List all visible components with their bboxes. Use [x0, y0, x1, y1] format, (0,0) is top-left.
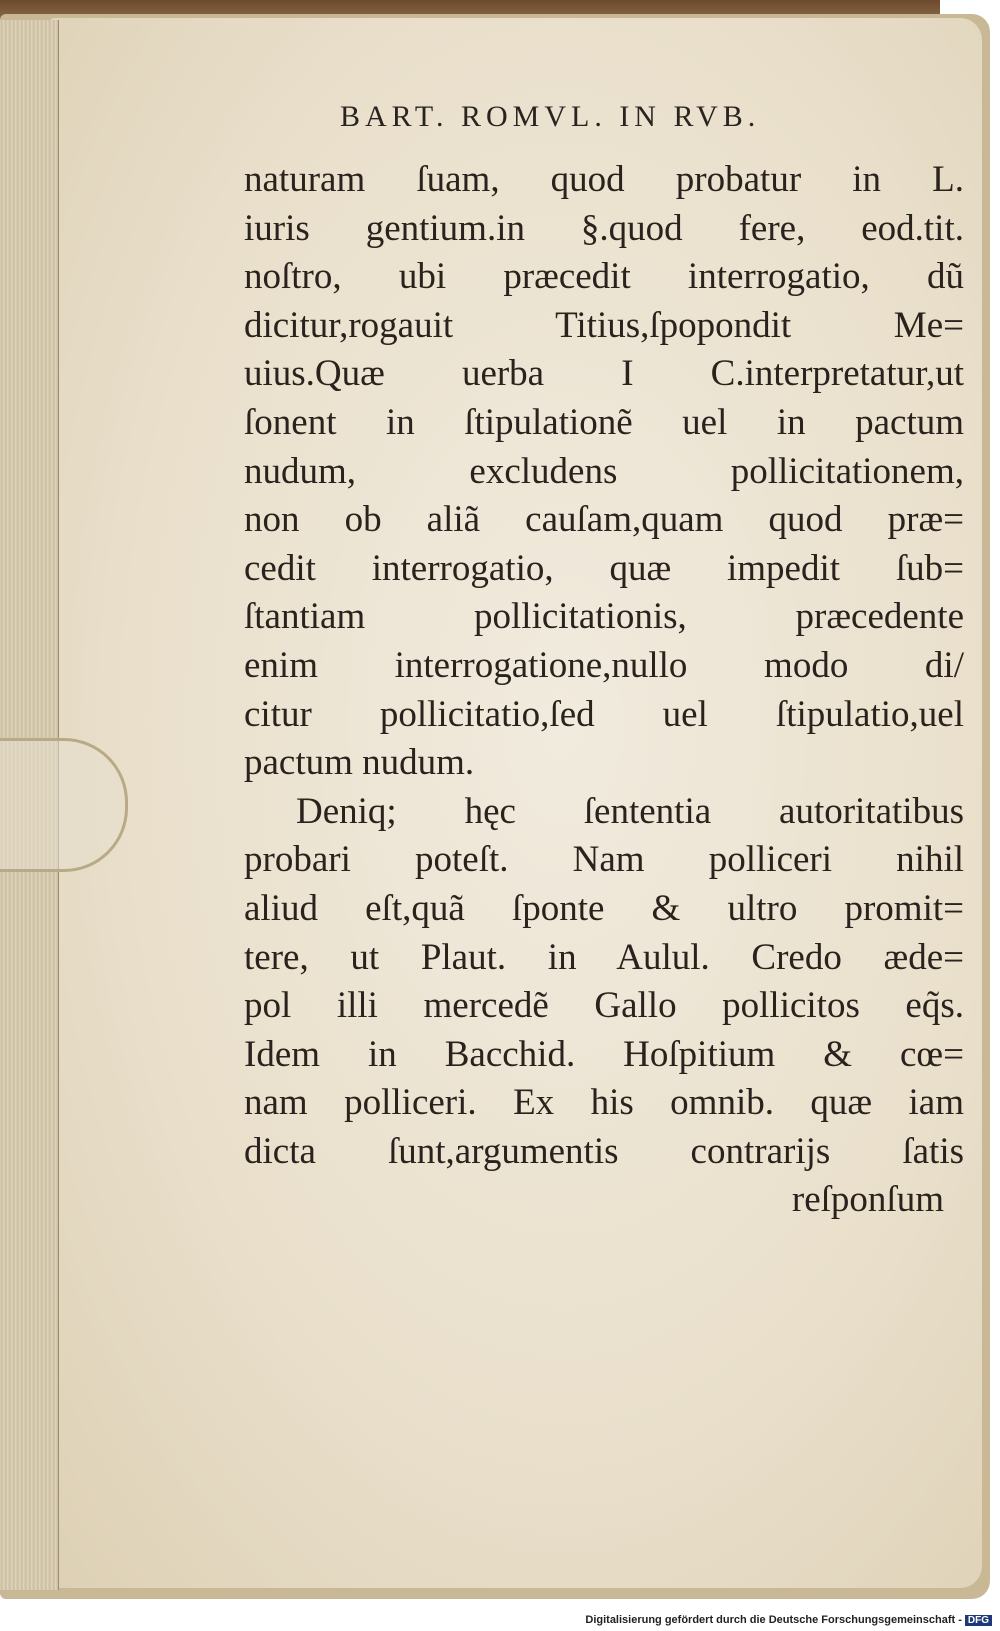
text-line: enim interrogatione,nullo modo di/ — [244, 644, 964, 686]
text-line: non ob aliã cauſam,quam quod præ= — [244, 499, 964, 541]
text-line: pactum nudum. — [244, 742, 475, 784]
body-text — [244, 156, 964, 1225]
text-line: ſtantiam pollicitationis, præcedente — [244, 596, 964, 638]
text-line: tere, ut Plaut. in Aulul. Credo æde= — [244, 936, 964, 978]
text-line: noſtro, ubi præcedit interrogatio, dũ — [244, 256, 964, 298]
running-head: BART. ROMVL. IN RVB. — [340, 100, 761, 133]
text-line: Idem in Bacchid. Hoſpitium & cœ= — [244, 1033, 964, 1075]
text-line: naturam ſuam, quod probatur in L. — [244, 159, 964, 200]
credit-text: Digitalisierung gefördert durch die Deutsche Forschungsgemeinschaft - — [585, 1614, 962, 1626]
text-line: uius.Quæ uerba I C.interpretatur,ut — [244, 353, 964, 395]
catchword: reſponſum — [791, 1179, 944, 1221]
text-line: probari poteſt. Nam polliceri nihil — [244, 839, 964, 881]
text-line: nam polliceri. Ex his omnib. quæ iam — [244, 1082, 964, 1124]
text-line: Deniq; hęc ſententia autoritatibus — [296, 790, 964, 832]
text-line: aliud eſt,quã ſponte & ultro promit= — [244, 887, 964, 929]
text-line: pol illi mercedẽ Gallo pollicitos eq̃s. — [244, 985, 964, 1027]
text-line: dicitur,rogauit Titius,ſpopondit Me= — [244, 304, 964, 346]
dfg-logo: DFG — [965, 1615, 992, 1626]
bookmark-clip — [0, 738, 128, 872]
text-line: citur pollicitatio,ſed uel ſtipulatio,uel — [244, 693, 964, 735]
digitization-credit — [585, 1614, 992, 1626]
text-line: ſonent in ſtipulationẽ uel in pactum — [244, 401, 964, 443]
text-line: dicta ſunt,argumentis contrarijs ſatis — [244, 1130, 964, 1172]
text-line: cedit interrogatio, quæ impedit ſub= — [244, 547, 964, 589]
text-line: iuris gentium.in §.quod fere, eod.tit. — [244, 207, 964, 249]
text-line: nudum, excludens pollicitationem, — [244, 450, 964, 492]
